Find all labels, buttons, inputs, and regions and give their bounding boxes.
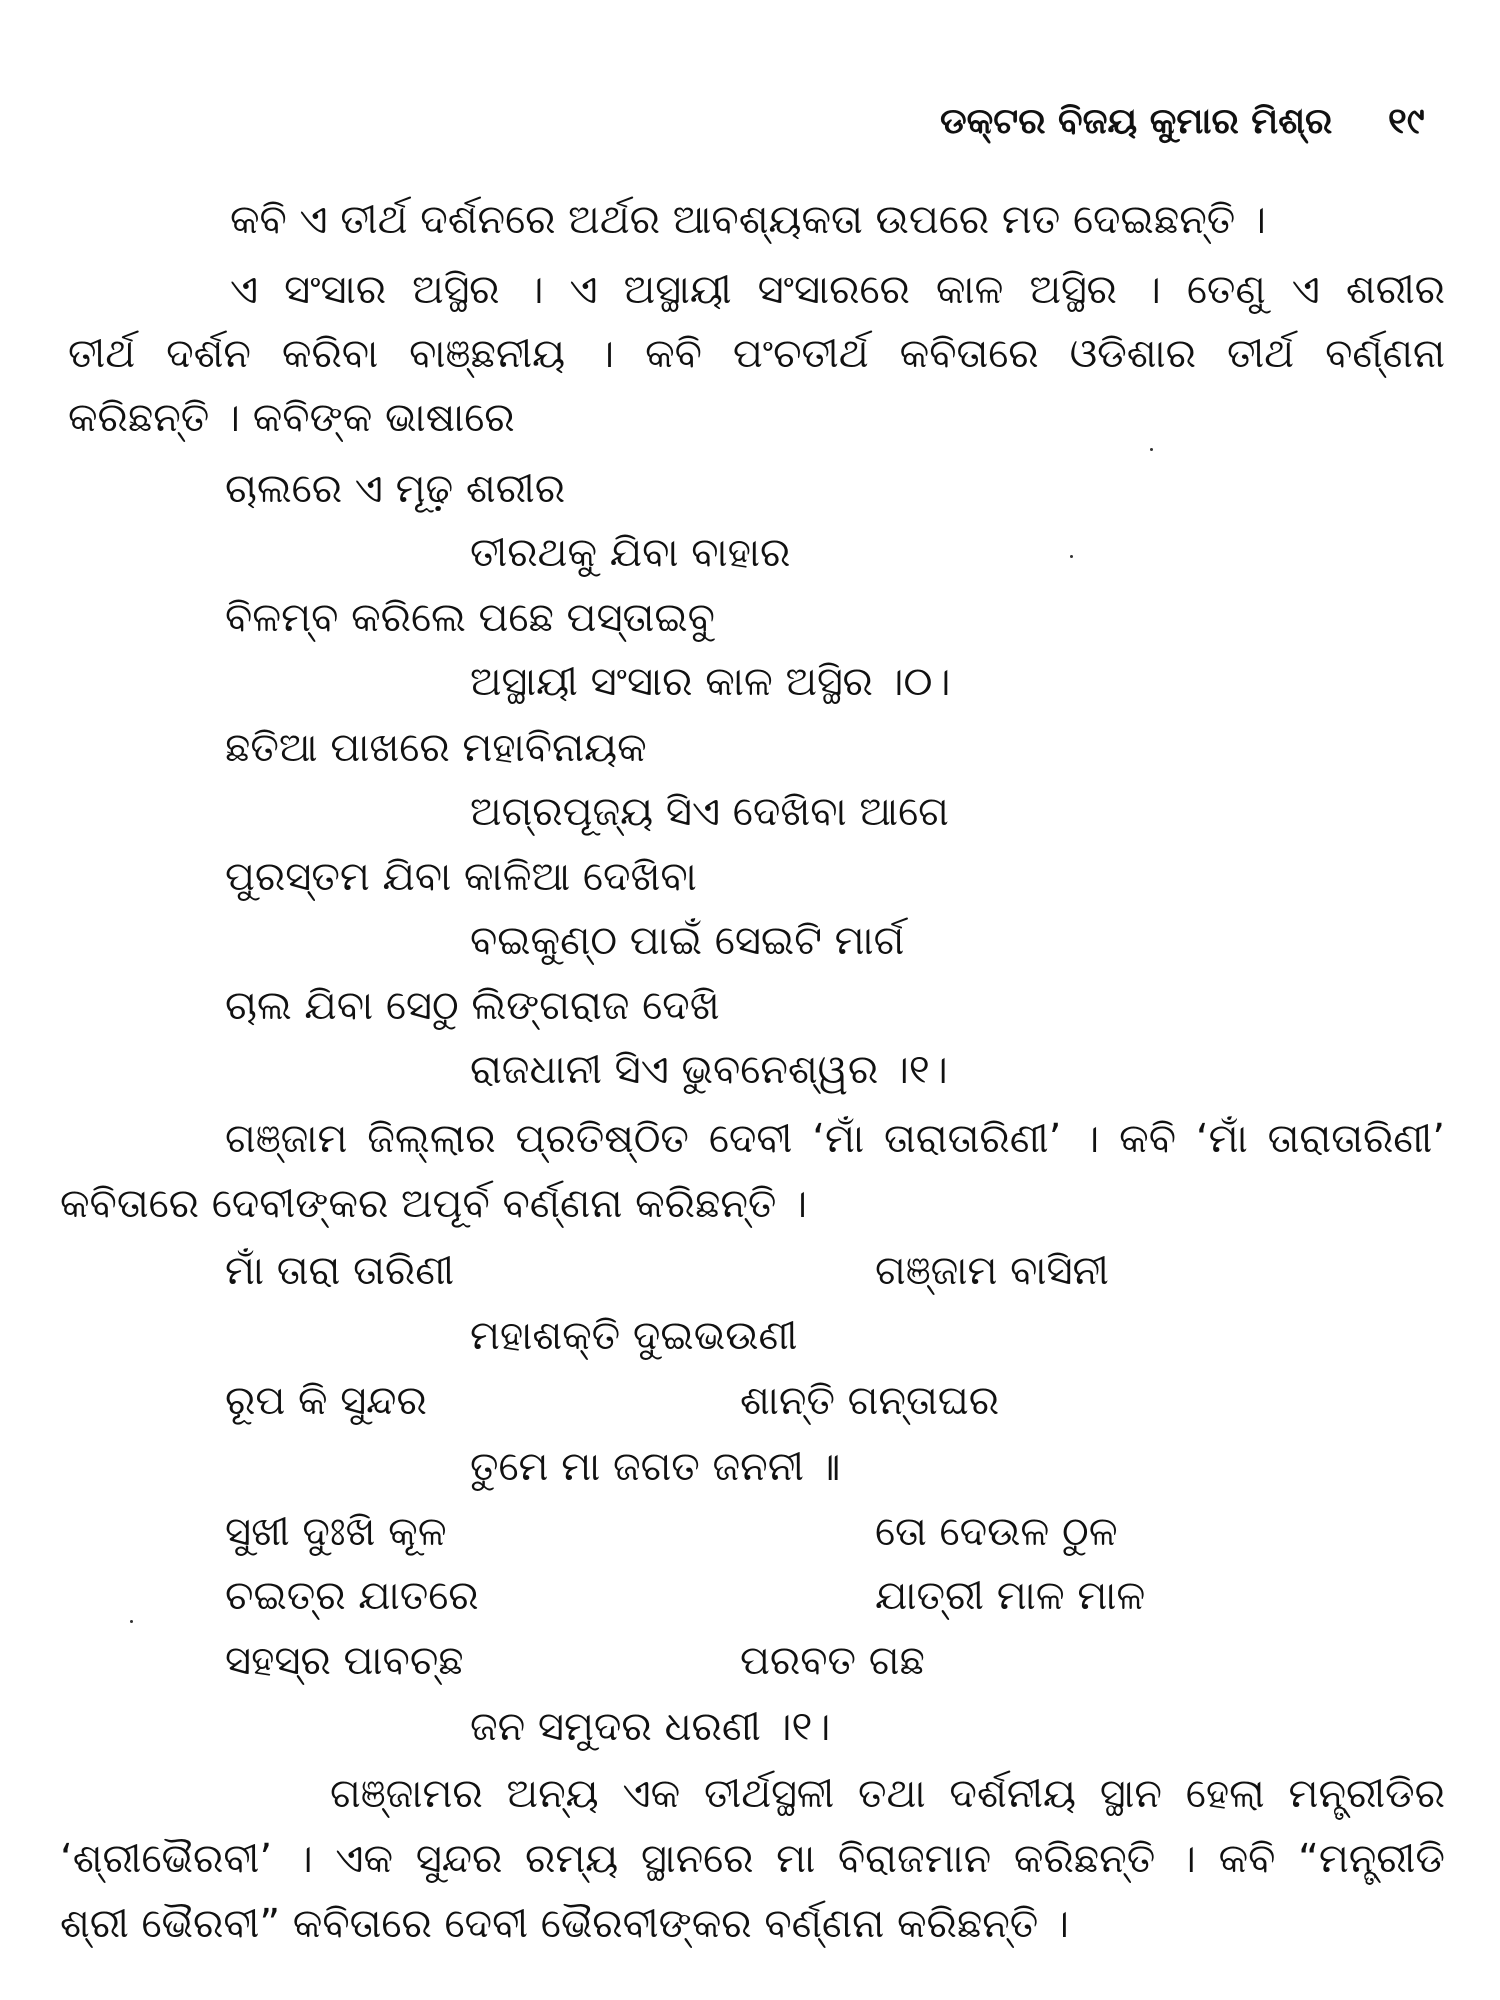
verse-line: ରୂପ କି ସୁନ୍ଦର: [225, 1378, 427, 1424]
verse-line: ଜନ ସମୁଦର ଧରଣୀ ।୧।: [470, 1704, 831, 1750]
running-header: [940, 98, 1440, 148]
verse-line: ମହାଶକ୍ତି ଦୁଇଭଉଣୀ: [470, 1313, 798, 1359]
verse-line: ମାଁ ତାରା ତାରିଣୀ: [225, 1248, 455, 1294]
body-line: ଗଞ୍ଜାମର ଅନ୍ୟ ଏକ ତୀର୍ଥସ୍ଥଳୀ ତଥା ଦର୍ଶନୀୟ ସ୍ଥାନ ହେଲା ମନ୍ତ୍ରୀଡିର: [330, 1771, 1445, 1817]
verse-line: ଚଇତ୍ର ଯାତରେ: [225, 1573, 479, 1619]
verse-line: ସହସ୍ର ପାବଚ୍ଛ: [225, 1638, 464, 1684]
body-line: ଗଞ୍ଜାମ ଜିଲ୍ଲାର ପ୍ରତିଷ୍ଠିତ ଦେବୀ ‘ମାଁ ତାରାତାରିଣୀ’ । କବି ‘ମାଁ ତାରାତାରିଣୀ’: [225, 1116, 1445, 1162]
verse-line: ଅସ୍ଥାୟୀ ସଂସାର କାଳ ଅସ୍ଥିର ।୦।: [470, 659, 951, 705]
scan-speck: [130, 1620, 133, 1623]
scan-speck: [1150, 448, 1153, 451]
verse-line: ଗଞ୍ଜାମ ବାସିନୀ: [875, 1248, 1109, 1294]
verse-line: ସୁଖୀ ଦୁଃଖି କୂଳ: [225, 1509, 447, 1555]
verse-line: ପୁରସ୍ତମ ଯିବା କାଳିଆ ଦେଖିବା: [225, 854, 697, 900]
body-line: କବି ଏ ତୀର୍ଥ ଦର୍ଶନରେ ଅର୍ଥର ଆବଶ୍ୟକତା ଉପରେ ମତ ଦେଇଛନ୍ତି ।: [230, 197, 1266, 243]
scan-speck: [1070, 555, 1073, 558]
verse-line: ତୋ ଦେଉଳ ଠୁଳ: [875, 1509, 1118, 1555]
verse-line: ପରବତ ଗଛ: [740, 1638, 925, 1684]
header-author: ଡକ୍ଟର ବିଜୟ କୁମାର ମିଶ୍ର: [940, 101, 1333, 142]
verse-line: ଚାଲ ଯିବା ସେଠୁ ଲିଙ୍ଗରାଜ ଦେଖି: [225, 983, 720, 1029]
verse-line: ଚାଲରେ ଏ ମୂଢ଼ ଶରୀର: [225, 466, 566, 512]
body-line: କବିତାରେ ଦେବୀଙ୍କର ଅପୂର୍ବ ବର୍ଣ୍ଣନା କରିଛନ୍ତି ।: [60, 1181, 808, 1227]
body-line: ଶ୍ରୀ ଭୈରବୀ” କବିତାରେ ଦେବୀ ଭୈରବୀଙ୍କର ବର୍ଣ୍ଣନା କରିଛନ୍ତି ।: [60, 1901, 1070, 1947]
body-line: ଏ ସଂସାର ଅସ୍ଥିର । ଏ ଅସ୍ଥାୟୀ ସଂସାରରେ କାଳ ଅସ୍ଥିର । ତେଣୁ ଏ ଶରୀର: [230, 267, 1445, 313]
page-number: ୧୯: [1388, 101, 1425, 142]
verse-line: ତୁମେ ମା ଜଗତ ଜନନୀ ॥: [470, 1444, 841, 1490]
verse-line: ଛତିଆ ପାଖରେ ମହାବିନାୟକ: [225, 725, 647, 771]
body-line: ତୀର୍ଥ ଦର୍ଶନ କରିବା ବାଞ୍ଛନୀୟ । କବି ପଂଚତୀର୍ଥ କବିତାରେ ଓଡିଶାର ତୀର୍ଥ ବର୍ଣ୍ଣନା: [68, 331, 1445, 377]
verse-line: ବିଳମ୍ବ କରିଲେ ପଛେ ପସ୍ତାଇବୁ: [225, 595, 715, 641]
body-line: କରିଛନ୍ତି । କବିଙ୍କ ଭାଷାରେ: [68, 395, 515, 441]
verse-line: ଶାନ୍ତି ଗନ୍ତାଘର: [740, 1378, 1000, 1424]
verse-line: ଅଗ୍ରପୂଜ୍ୟ ସିଏ ଦେଖିବା ଆଗେ: [470, 789, 949, 835]
verse-line: ରାଜଧାନୀ ସିଏ ଭୁବନେଶ୍ୱର ।୧।: [470, 1047, 948, 1093]
verse-line: ବଇକୁଣ୍ଠ ପାଇଁ ସେଇଟି ମାର୍ଗ: [470, 918, 905, 964]
verse-line: ଯାତ୍ରୀ ମାଳ ମାଳ: [875, 1573, 1146, 1619]
body-line: ‘ଶ୍ରୀଭୈରବୀ’ । ଏକ ସୁନ୍ଦର ରମ୍ୟ ସ୍ଥାନରେ ମା ବିରାଜମାନ କରିଛନ୍ତି । କବି “ମନ୍ତ୍ରୀଡି: [60, 1836, 1445, 1882]
verse-line: ତୀରଥକୁ ଯିବା ବାହାର: [470, 530, 791, 576]
